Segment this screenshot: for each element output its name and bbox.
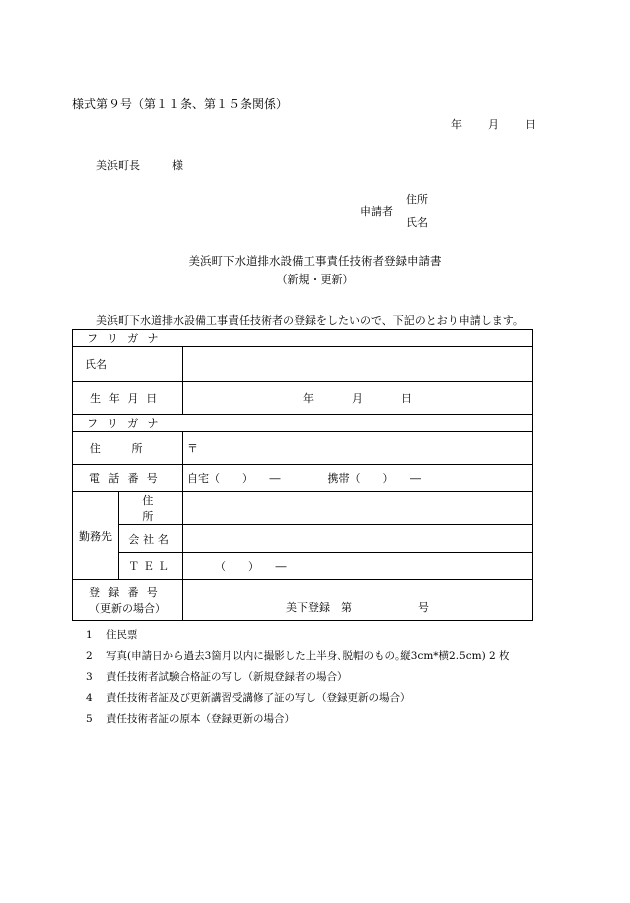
date-year: 年 [451,118,462,131]
application-table [72,329,533,621]
phone-label: 電話番号 [73,465,183,492]
note-number: 3 [86,670,93,683]
note-number: 1 [86,628,93,641]
note-number: 4 [86,691,93,704]
address-row [73,432,533,465]
furigana-row-2 [73,415,533,432]
name-label [77,356,178,372]
company-row [73,525,533,553]
phone-home: 自宅（ ） ― [187,472,281,485]
furigana-label: フリガナ [73,330,533,347]
note-number: 2 [86,649,93,662]
registration-input[interactable] [183,580,533,621]
name-label-text: 氏名 [85,358,107,371]
furigana-label-2: フリガナ [73,415,533,432]
registration-sub: （更新の場合） [89,602,166,615]
addressee-name: 美浜町長 [96,159,140,172]
tel-label: ＴＥＬ [119,553,183,580]
address-label: 住所 [73,432,183,465]
birth-row [73,382,533,415]
list-item [86,645,510,666]
furigana-row-1 [73,330,533,347]
tel-input[interactable] [183,553,533,580]
addressee-honorific: 様 [172,159,183,172]
name-label-cell [73,347,183,382]
applicant-address-label: 住所 [406,193,428,206]
form-number: 様式第９号（第１１条、第１５条関係） [72,97,289,111]
birth-day-unit: 日 [401,392,412,405]
document-title: 美浜町下水道排水設備工事責任技術者登録申請書 [188,254,442,268]
note-text: 住民票 [106,629,138,641]
attachments-list [86,624,510,729]
note-text: 責任技術者証及び更新講習受講修了証の写し（登録更新の場合） [106,692,411,704]
phone-row [73,465,533,492]
note-number: 5 [86,712,93,725]
applicant-label: 申請者 [360,205,393,218]
registration-label: 登録番号 [89,586,166,599]
work-address-input[interactable] [183,492,533,525]
tel-value: （ ） ― [215,560,287,573]
birth-label: 生年月日 [73,382,183,415]
list-item [86,708,510,729]
birth-input[interactable] [183,382,533,415]
tel-row [73,553,533,580]
document-subtitle: （新規・更新） [276,273,354,286]
name-row [73,347,533,382]
list-item [86,687,510,708]
company-label: 会社名 [119,525,183,553]
birth-year-unit: 年 [303,392,314,405]
registration-label-cell [73,580,183,621]
workplace-label: 勤務先 [73,492,119,580]
intro-text: 美浜町下水道排水設備工事責任技術者の登録をしたいので、下記のとおり申請します。 [96,314,524,327]
birth-month-unit: 月 [352,392,363,405]
phone-input[interactable] [183,465,533,492]
date-day: 日 [525,118,536,131]
date-month: 月 [488,118,499,131]
name-input[interactable] [183,347,533,382]
registration-row [73,580,533,621]
phone-mobile: 携帯（ ） ― [327,472,421,485]
work-address-row [73,492,533,525]
address-input[interactable] [183,432,533,465]
addressee [96,159,183,173]
postal-mark: 〒 [187,442,198,455]
note-text: 責任技術者証の原本（登録更新の場合） [106,713,295,725]
note-text: 責任技術者試験合格証の写し（新規登録者の場合） [106,671,348,683]
registration-value: 美下登録 第 号 [286,601,429,614]
work-address-label: 住所 [119,492,183,525]
applicant-name-label: 氏名 [406,216,428,229]
company-input[interactable] [183,525,533,553]
list-item [86,624,510,645]
note-text: 写真(申請日から過去3箇月以内に撮影した上半身､脱帽のもの｡縦3cm*横2.5cm) 2 枚 [106,650,510,662]
date-line [451,118,536,132]
list-item [86,666,510,687]
